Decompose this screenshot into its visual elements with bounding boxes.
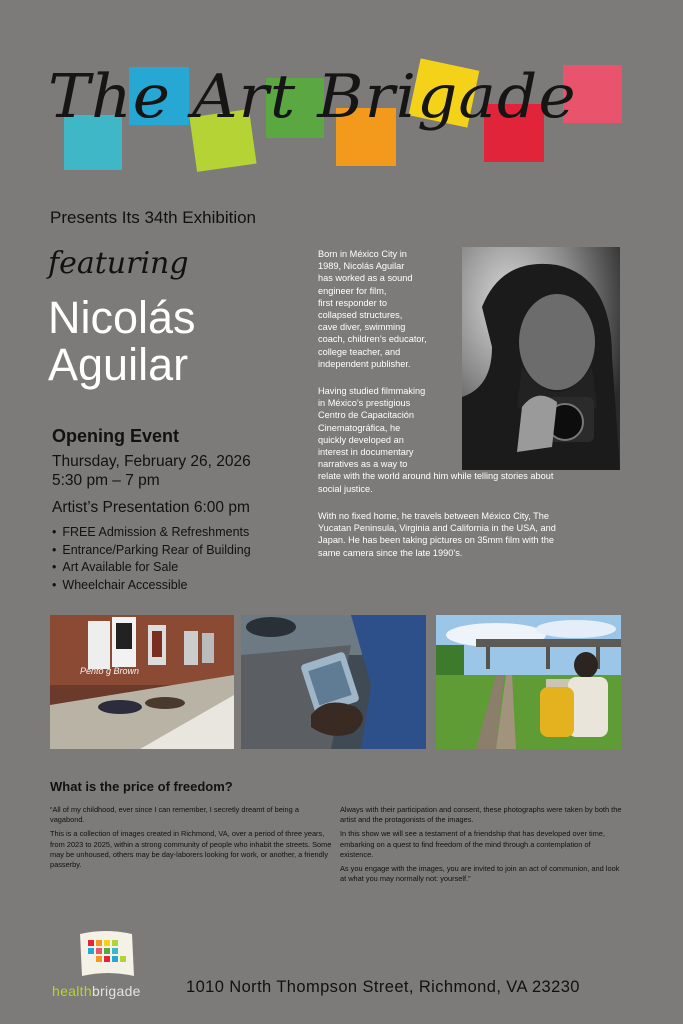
wordmark-brigade: brigade — [91, 983, 141, 999]
bio-line: has worked as a sound — [318, 273, 413, 284]
graffiti-text: Pento g Brown — [80, 666, 140, 676]
health-brigade-wordmark — [52, 983, 141, 999]
event-time: 5:30 pm – 7 pm — [52, 472, 160, 489]
photo-railroad-tracks — [436, 615, 621, 749]
list-item: • FREE Admission & Refreshments — [52, 524, 251, 542]
presents-line: Presents Its 34th Exhibition — [50, 208, 257, 227]
bio-line: engineer for film, — [318, 285, 387, 296]
bio-line: same camera since the late 1990’s. — [318, 547, 463, 558]
bio-line: first responder to — [318, 297, 387, 308]
bio-line: social justice. — [318, 483, 373, 494]
bio-paragraph-3 — [318, 510, 556, 559]
photo-street-wall — [50, 615, 234, 749]
bio-line: narratives as a way to — [318, 459, 408, 470]
opening-event-heading: Opening Event — [52, 426, 180, 446]
bio-line: Yucatan Peninsula, Virginia and California in the USA, and — [318, 523, 556, 534]
artist-name — [48, 294, 196, 388]
featuring-label: featuring — [48, 246, 189, 281]
bio-line: Centro de Capacitación — [318, 410, 415, 421]
bio-line: quickly developed an — [318, 434, 404, 445]
bio-paragraph-1 — [318, 248, 427, 370]
bio-line: interest in documentary — [318, 447, 414, 458]
bio-line: cave diver, swimming — [318, 322, 406, 333]
bio-line: coach, children’s educator, — [318, 334, 427, 345]
bio-line: in México’s prestigious — [318, 398, 411, 409]
venue-address: 1010 North Thompson Street, Richmond, VA 23230 — [186, 978, 580, 996]
essay-column-left — [50, 805, 332, 874]
essay-heading: What is the price of freedom? — [50, 779, 233, 794]
bio-line: Japan. He has been taking pictures on 35mm film with the — [318, 535, 554, 546]
bio-line: relate with the world around him while telling stories about — [318, 471, 554, 482]
bio-line: collapsed structures, — [318, 310, 403, 321]
bio-line: Born in México City in — [318, 249, 407, 259]
list-item: • Entrance/Parking Rear of Building — [52, 542, 251, 560]
bio-line: 1989, Nicolás Aguilar — [318, 261, 405, 272]
bio-line: Cinematográfica, he — [318, 422, 401, 433]
bio-line: independent publisher. — [318, 358, 411, 369]
event-date: Thursday, February 26, 2026 — [52, 453, 251, 470]
bio-line: With no fixed home, he travels between México City, The — [318, 511, 549, 521]
essay-paragraph: This is a collection of images created in Richmond, VA, over a period of three years, from 2023 to 2025, within a strong community of people who inhabit the streets. Some may be unhoused, others may be day-laborers looking for work, or another, a friendly passerby. — [50, 829, 332, 870]
artist-last-name: Aguilar — [48, 339, 189, 390]
bio-line: Having studied filmmaking — [318, 386, 426, 396]
essay-paragraph: “All of my childhood, ever since I can remember, I secretly dreamt of being a vagabond. — [50, 805, 299, 825]
essay-column-right — [340, 805, 625, 888]
artist-presentation-time: Artist’s Presentation 6:00 pm — [52, 499, 250, 516]
wordmark-health: health — [52, 983, 92, 999]
list-item: • Art Available for Sale — [52, 559, 251, 577]
artist-portrait-photo — [462, 247, 620, 470]
photo-hand-with-bill — [241, 615, 426, 749]
essay-paragraph: As you engage with the images, you are invited to join an act of communion, and look at what you may normally not: yourself.” — [340, 864, 620, 884]
essay-paragraph: Always with their participation and consent, these photographs were taken by both the artist and the protagonists of the images. — [340, 805, 622, 825]
essay-paragraph: In this show we will see a testament of a friendship that has developed over time, embarking on a quest to find freedom of the mind through a contemplation of existence. — [340, 829, 605, 859]
event-details-list — [52, 524, 251, 594]
exhibition-title: The Art Brigade — [48, 62, 577, 132]
artist-first-name: Nicolás — [48, 292, 196, 343]
list-item: • Wheelchair Accessible — [52, 577, 251, 595]
bio-line: college teacher, and — [318, 346, 401, 357]
